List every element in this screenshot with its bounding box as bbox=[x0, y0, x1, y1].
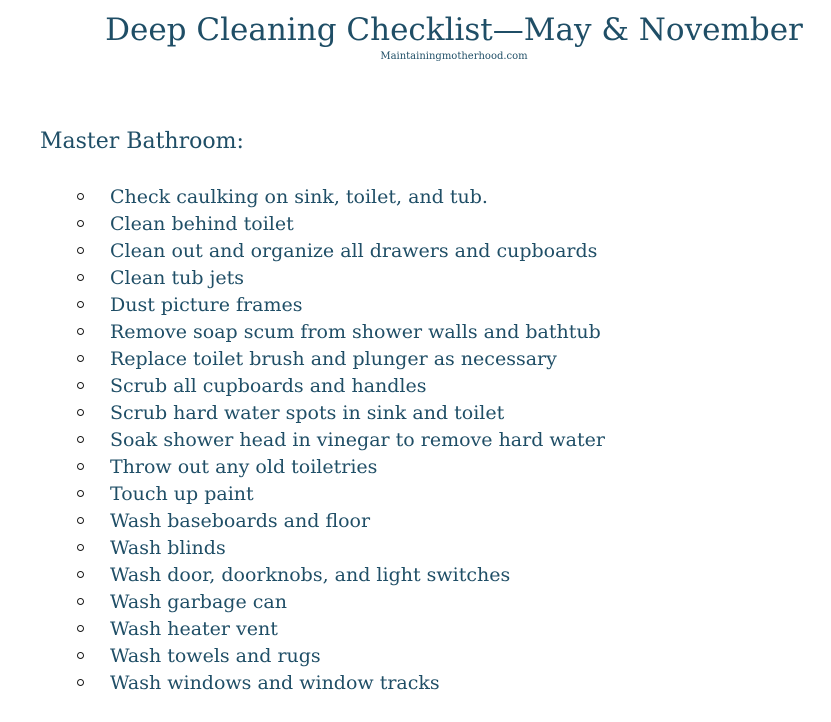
circle-bullet-icon bbox=[77, 517, 84, 524]
circle-bullet-icon bbox=[77, 463, 84, 470]
checklist-item-text: Scrub all cupboards and handles bbox=[110, 375, 427, 397]
source-website: Maintainingmotherhood.com bbox=[380, 51, 528, 62]
circle-bullet-icon bbox=[77, 544, 84, 551]
checklist-item-text: Scrub hard water spots in sink and toilet bbox=[110, 402, 505, 424]
circle-bullet-icon bbox=[77, 274, 84, 281]
checklist-item-text: Replace toilet brush and plunger as necessary bbox=[110, 348, 557, 370]
circle-bullet-icon bbox=[77, 571, 84, 578]
checklist-item-text: Soak shower head in vinegar to remove hard water bbox=[110, 429, 605, 451]
circle-bullet-icon bbox=[77, 193, 84, 200]
circle-bullet-icon bbox=[77, 490, 84, 497]
circle-bullet-icon bbox=[77, 436, 84, 443]
checklist-item-text: Remove soap scum from shower walls and bathtub bbox=[110, 321, 601, 343]
document-title: Deep Cleaning Checklist—May & November bbox=[105, 12, 803, 48]
section-heading: Master Bathroom: bbox=[40, 129, 244, 154]
circle-bullet-icon bbox=[77, 301, 84, 308]
circle-bullet-icon bbox=[77, 247, 84, 254]
checklist-item-text: Clean behind toilet bbox=[110, 213, 294, 235]
circle-bullet-icon bbox=[77, 382, 84, 389]
checklist-item-text: Wash baseboards and floor bbox=[110, 510, 371, 532]
checklist-item-text: Wash blinds bbox=[110, 537, 226, 559]
circle-bullet-icon bbox=[77, 598, 84, 605]
circle-bullet-icon bbox=[77, 679, 84, 686]
checklist-item-text: Wash door, doorknobs, and light switches bbox=[110, 564, 511, 586]
circle-bullet-icon bbox=[77, 328, 84, 335]
checklist-item-text: Clean out and organize all drawers and cupboards bbox=[110, 240, 598, 262]
circle-bullet-icon bbox=[77, 355, 84, 362]
checklist-item-text: Wash garbage can bbox=[110, 591, 287, 613]
circle-bullet-icon bbox=[77, 652, 84, 659]
checklist-item-text: Wash windows and window tracks bbox=[110, 672, 440, 694]
checklist-item-text: Touch up paint bbox=[110, 483, 254, 505]
checklist-item-text: Dust picture frames bbox=[110, 294, 303, 316]
checklist-item-text: Wash towels and rugs bbox=[110, 645, 321, 667]
checklist-item-text: Check caulking on sink, toilet, and tub. bbox=[110, 186, 488, 208]
checklist-item-text: Clean tub jets bbox=[110, 267, 245, 289]
circle-bullet-icon bbox=[77, 409, 84, 416]
checklist-item-text: Wash heater vent bbox=[110, 618, 278, 640]
circle-bullet-icon bbox=[77, 625, 84, 632]
circle-bullet-icon bbox=[77, 220, 84, 227]
checklist-item-text: Throw out any old toiletries bbox=[110, 456, 378, 478]
